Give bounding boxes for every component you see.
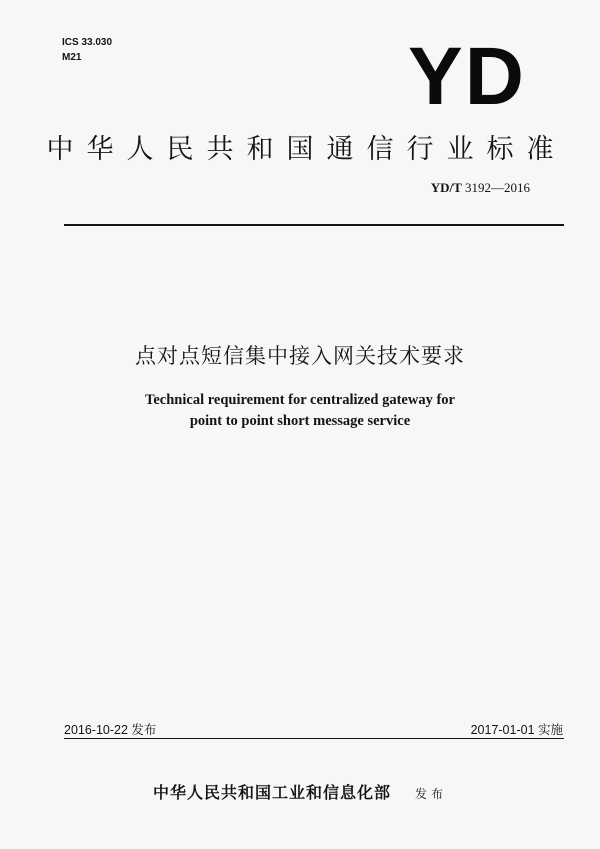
implementation-date: 2017-01-01 实施 (470, 723, 563, 737)
issuer-row (0, 780, 600, 803)
document-title-en-line1: Technical requirement for centralized gateway for (145, 392, 455, 408)
classification-code: M21 (62, 52, 82, 63)
standard-category: 中华人民共和国通信行业标准 (46, 134, 567, 165)
standard-number (431, 180, 530, 196)
yd-logo: YD (408, 31, 526, 122)
bottom-divider (64, 738, 564, 739)
standard-number-prefix: YD/T (430, 180, 462, 195)
document-title-zh: 点对点短信集中接入网关技术要求 (135, 344, 465, 368)
document-title-en (0, 390, 600, 432)
publish-label: 发布 (415, 787, 448, 801)
issue-date: 2016-10-22 发布 (64, 723, 157, 737)
top-divider (64, 224, 564, 226)
ics-code: ICS 33.030 (62, 37, 113, 48)
document-title-en-line2: point to point short message service (189, 413, 411, 429)
issuing-authority: 中华人民共和国工业和信息化部 (152, 783, 391, 802)
standard-number-value: 3192—2016 (461, 180, 530, 195)
